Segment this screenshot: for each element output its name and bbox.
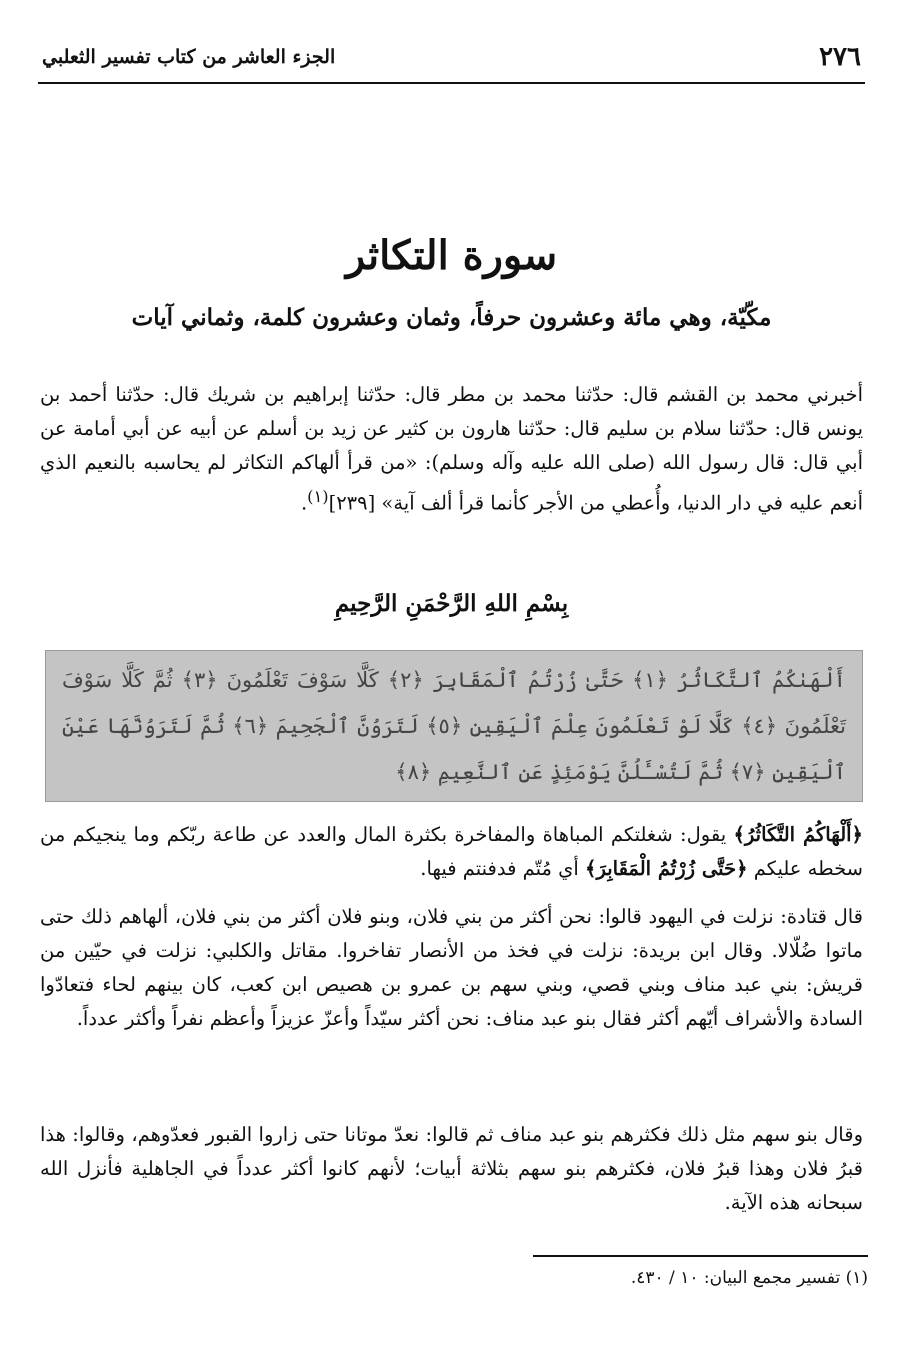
footnote-marker: (١) bbox=[307, 487, 329, 506]
footnote-divider bbox=[533, 1255, 868, 1257]
tafsir-text-2: أي مُتّم فدفنتم فيها. bbox=[420, 857, 586, 880]
tafsir-paragraph-sahm: وقال بنو سهم مثل ذلك فكثرهم بنو عبد مناف ثم قالوا: نعدّ موتانا حتى زاروا القبور فعدّوهم، وقالوا: هذا قبرُ فلان وهذا قبرُ فلان، فكثرهم بنو سهم بثلاثة أبيات؛ لأنهم كانوا أكثر عدداً في الجاهلية فأنزل الله سبحانه هذه الآية. bbox=[40, 1123, 863, 1214]
verse-quote-1: ﴿أَلْهَاكُمُ التَّكَاثُرُ﴾ bbox=[733, 823, 863, 846]
running-head: الجزء العاشر من كتاب تفسير الثعلبي bbox=[42, 46, 336, 68]
surah-subtitle: مكّيّة، وهي مائة وعشرون حرفاً، وثمان وعشرون كلمة، وثماني آيات bbox=[131, 304, 772, 331]
quran-verses-box: أَلْهَىٰكُمُ ٱلتَّكَاثُرُ ﴿١﴾ حَتَّىٰ زُرْتُمُ ٱلْمَقَابِرَ ﴿٢﴾ كَلَّا سَوْفَ تَعْلَمُونَ ﴿٣﴾ ثُمَّ كَلَّا سَوْفَ تَعْلَمُونَ ﴿٤﴾ كَلَّا لَوْ تَعْلَمُونَ عِلْمَ ٱلْيَقِينِ ﴿٥﴾ لَتَرَوُنَّ ٱلْجَحِيمَ ﴿٦﴾ ثُمَّ لَتَرَوُنَّهَا عَيْنَ ٱلْيَقِينِ ﴿٧﴾ ثُمَّ لَتُسْـَٔلُنَّ يَوْمَئِذٍ عَنِ ٱلنَّعِيمِ ﴿٨﴾ bbox=[45, 650, 863, 802]
surah-title: سورة التكاثر bbox=[345, 232, 558, 279]
page-number: ٢٧٦ bbox=[819, 42, 861, 72]
tafsir-paragraph-1 bbox=[40, 818, 863, 886]
tafsir-paragraph-qatada: قال قتادة: نزلت في اليهود قالوا: نحن أكثر من بني فلان، وبنو فلان أكثر من بني فلان، ألهاهم ذلك حتى ماتوا ضُلّالا. وقال ابن بريدة: نزلت في فخذ من الأنصار تفاخروا. مقاتل والكلبي: نزلت في حيّين من قريش: بني عبد مناف وبني قصي، وبني سهم بن عمرو بن هصيص ابن كعب، كان بينهم لحاء فتعادّوا السادة والأشراف أيّهم أكثر فقال بنو عبد مناف: نحن أكثر سيّداً وأعزّ عزيزاً وأعظم نفراً وأكثر عدداً. bbox=[40, 905, 863, 1030]
isnad-text: أخبرني محمد بن القشم قال: حدّثنا محمد بن مطر قال: حدّثنا إبراهيم بن شريك قال: حدّثنا أحمد بن يونس قال: حدّثنا سلام بن سليم قال: حدّثنا هارون بن كثير عن زيد بن أسلم عن أبيه عن أبي أمامة عن أبي قال: قال رسول الله (صلى الله عليه وآله وسلم): «من قرأ ألهاكم التكاثر لم يحاسبه بالنعيم الذي أنعم عليه في دار الدنيا، وأُعطي من الأجر كأنما قرأ ألف آية» [٢٣٩] bbox=[40, 383, 863, 515]
isnad-paragraph: أخبرني محمد بن القشم قال: حدّثنا محمد بن مطر قال: حدّثنا إبراهيم بن شريك قال: حدّثنا أحمد بن يونس قال: حدّثنا سلام بن سليم قال: حدّثنا هارون بن كثير عن زيد بن أسلم عن أبيه عن أبي أمامة عن أبي قال: قال رسول الله (صلى الله عليه وآله وسلم): «من قرأ ألهاكم التكاثر لم يحاسبه بالنعيم الذي أنعم عليه في دار الدنيا، وأُعطي من الأجر كأنما قرأ ألف آية» [٢٣٩]$^{(١)}$. bbox=[40, 383, 863, 515]
verse-quote-2: ﴿حَتَّى زُرْتُمُ الْمَقَابِرَ﴾ bbox=[585, 857, 748, 880]
tafsir-text-1: يقول: شغلتكم المباهاة والمفاخرة بكثرة المال والعدد عن طاعة ربّكم وما ينجيكم من سخطه عليكم bbox=[40, 823, 863, 880]
basmala: بِسْمِ اللهِ الرَّحْمَنِ الرَّحِيمِ bbox=[334, 590, 569, 617]
footnote: (١) تفسير مجمع البيان: ١٠ / ٤٣٠. bbox=[630, 1268, 868, 1288]
page-header bbox=[38, 40, 865, 84]
